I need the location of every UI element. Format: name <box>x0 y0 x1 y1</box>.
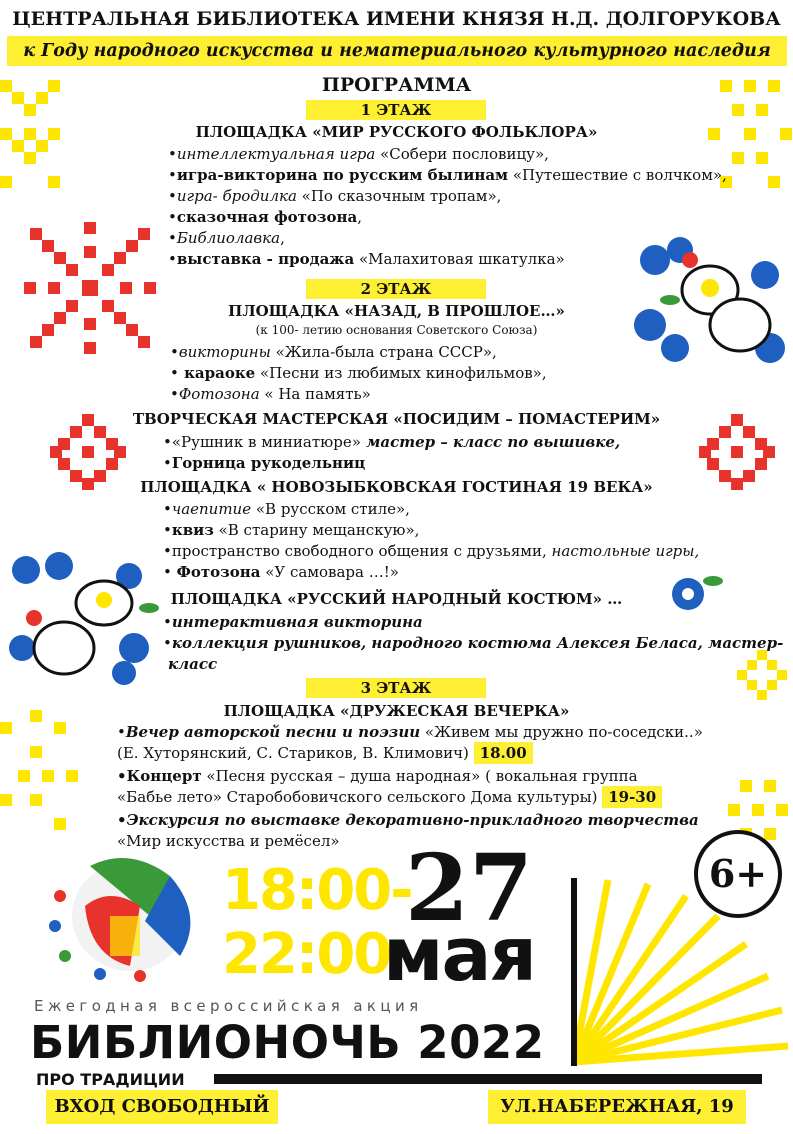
campaign-tagline: Ежегодная всероссийская акция <box>34 997 423 1015</box>
floor-1-label: 1 ЭТАЖ <box>306 100 486 120</box>
floor-3-label: 3 ЭТАЖ <box>306 678 486 698</box>
time-badge: 18.00 <box>474 742 533 764</box>
list-item: •игра- бродилка «По сказочным тропам», <box>168 187 502 205</box>
list-item: •выставка - продажа «Малахитовая шкатулка» <box>168 250 565 268</box>
venue-evening: ПЛОЩАДКА «ДРУЖЕСКАЯ ВЕЧЕРКА» <box>223 702 570 720</box>
list-item: (Е. Хуторянский, С. Стариков, В. Климович) 18.00 <box>117 743 722 764</box>
list-item: •«Рушник в миниатюре» мастер – класс по вышивке, <box>163 433 621 451</box>
address-label: УЛ.НАБЕРЕЖНАЯ, 19 <box>488 1090 746 1124</box>
event-month: мая <box>383 912 535 998</box>
list-item: •Библиолавка, <box>168 229 285 247</box>
list-item: •викторины «Жила-была страна СССР», <box>170 343 497 361</box>
program-title: ПРОГРАММА <box>321 74 472 96</box>
berries-painting-left-icon <box>4 548 164 688</box>
list-item: •Вечер авторской песни и поэзии «Живем мы дружно по-соседски..» <box>117 723 703 741</box>
campaign-theme: ПРО ТРАДИЦИИ <box>36 1070 185 1089</box>
floor3-list <box>117 722 722 852</box>
floor2-list-4 <box>163 612 783 675</box>
divider-bar <box>214 1074 762 1084</box>
list-item: • Фотозона «У самовара …!» <box>163 563 399 581</box>
age-rating-badge: 6+ <box>694 830 782 918</box>
red-cross-ornament-icon <box>20 218 160 358</box>
list-item: • караоке «Песни из любимых кинофильмов», <box>170 364 547 382</box>
year-subtitle: к Году народного искусства и нематериального культурного наследия <box>7 36 787 66</box>
venue-workshop: ТВОРЧЕСКАЯ МАСТЕРСКАЯ «ПОСИДИМ – ПОМАСТЕРИМ» <box>132 410 661 428</box>
list-item: •интерактивная викторина <box>163 613 423 631</box>
list-item: •чаепитие «В русском стиле», <box>163 500 410 518</box>
list-item: •Фотозона « На память» <box>170 385 371 403</box>
folk-art-logo-icon <box>40 846 210 986</box>
venue-costume: ПЛОЩАДКА «РУССКИЙ НАРОДНЫЙ КОСТЮМ» … <box>170 590 623 608</box>
list-item: •интеллектуальная игра «Собери пословицу», <box>168 145 549 163</box>
venue-back-to-past: ПЛОЩАДКА «НАЗАД, В ПРОШЛОЕ…» <box>228 302 565 320</box>
list-item: •квиз «В старину мещанскую», <box>163 521 420 539</box>
event-day: 27 <box>405 834 534 942</box>
ussr-anniversary-note: (к 100- летию основания Советского Союза) <box>255 323 538 337</box>
floor1-list <box>168 144 727 270</box>
floor-2-label: 2 ЭТАЖ <box>306 279 486 299</box>
list-item: •Экскурсия по выставке декоративно-прикладного творчества <box>117 811 699 829</box>
time-badge: 19-30 <box>602 786 662 808</box>
time-end: 22:00 <box>222 922 391 987</box>
floor2-list-2 <box>163 432 620 474</box>
venue-living-room: ПЛОЩАДКА « НОВОЗЫБКОВСКАЯ ГОСТИНАЯ 19 ВЕКА» <box>140 478 653 496</box>
campaign-name: БИБЛИОНОЧЬ 2022 <box>30 1016 545 1069</box>
floor2-list-1 <box>170 342 547 405</box>
list-item: класс <box>168 655 218 673</box>
list-item: •пространство свободного общения с друзьями, настольные игры, <box>163 542 700 560</box>
list-item: •игра-викторина по русским былинам «Путешествие с волчком», <box>168 166 727 184</box>
list-item: «Бабье лето» Старобобовичского сельского Дома культуры) 19-30 <box>117 787 722 808</box>
time-start: 18:00- <box>222 858 412 923</box>
list-item: •Концерт «Песня русская – душа народная» ( вокальная группа <box>117 767 638 785</box>
list-item: «Мир искусства и ремёсел» <box>117 832 340 850</box>
list-item: •коллекция рушников, народного костюма Алексея Беласа, мастер- <box>163 634 784 652</box>
floor2-list-3 <box>163 499 699 583</box>
list-item: •сказочная фотозона, <box>168 208 362 226</box>
list-item: •Горница рукодельниц <box>163 454 366 472</box>
free-entry-label: ВХОД СВОБОДНЫЙ <box>46 1090 278 1124</box>
ornament-left-lower-icon <box>0 700 90 850</box>
library-title: ЦЕНТРАЛЬНАЯ БИБЛИОТЕКА ИМЕНИ КНЯЗЯ Н.Д. ДОЛГОРУКОВА <box>12 8 781 30</box>
venue-folklore: ПЛОЩАДКА «МИР РУССКОГО ФОЛЬКЛОРА» <box>195 123 598 141</box>
